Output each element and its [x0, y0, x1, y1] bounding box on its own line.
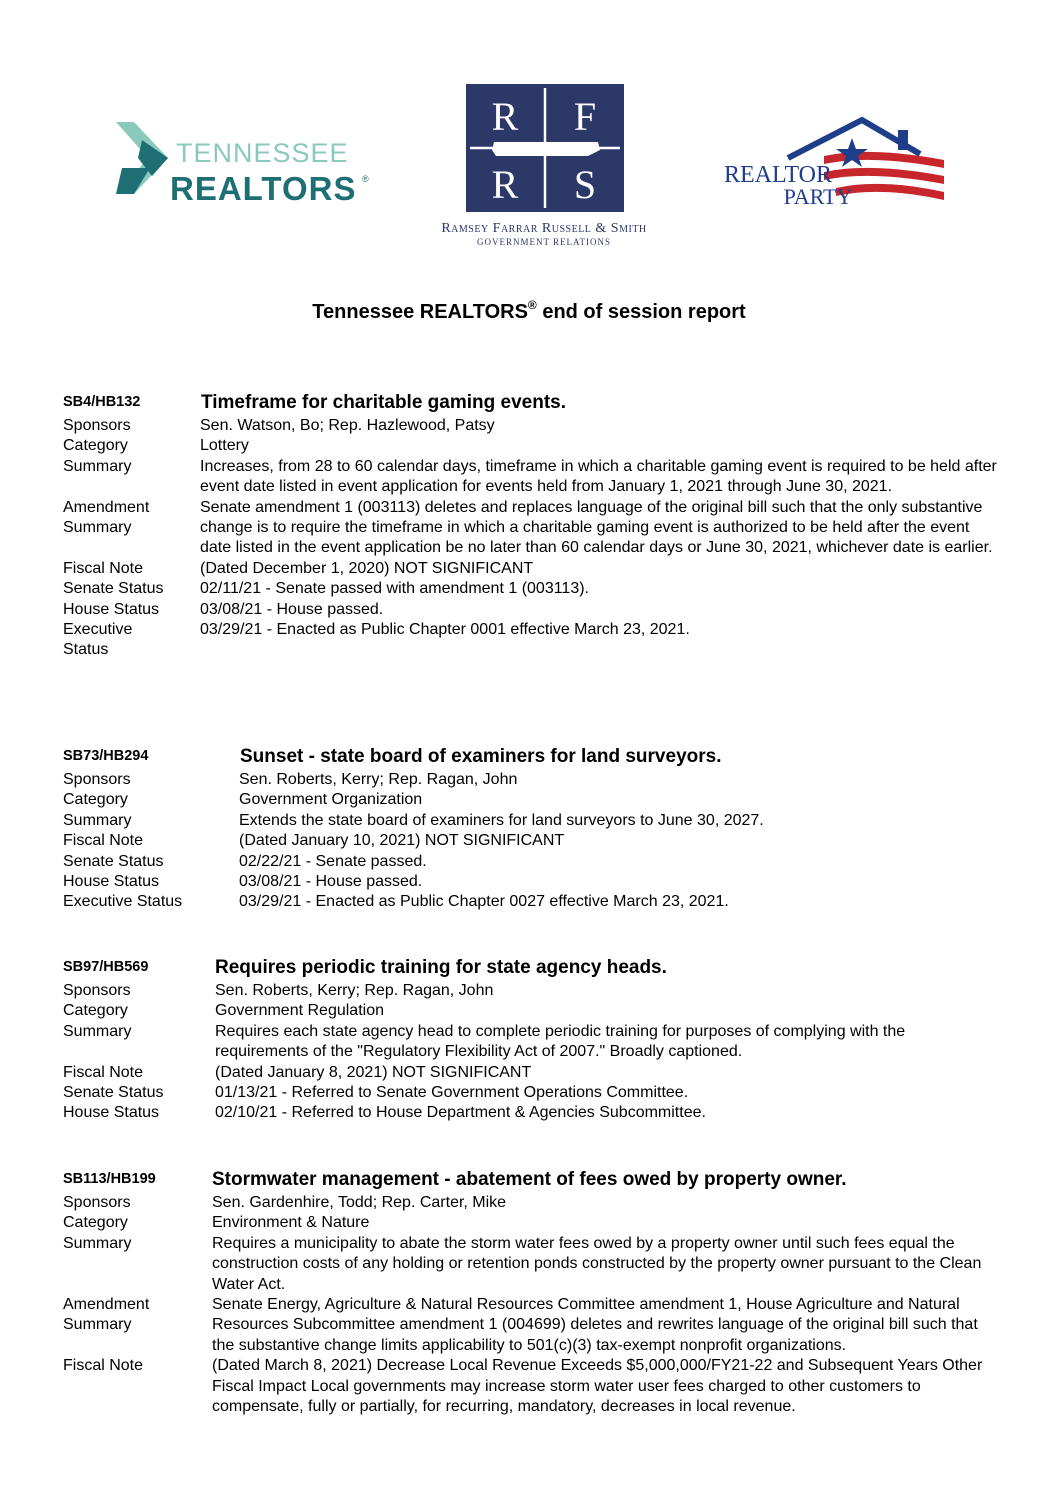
field-label: Sponsors — [63, 1194, 131, 1211]
rfrs-firm-name: Ramsey Farrar Russell & Smith — [441, 221, 647, 236]
bill-id: SB73/HB294 — [63, 748, 149, 764]
field-label: Sponsors — [63, 982, 131, 999]
field-label: Category — [63, 437, 128, 455]
bill-field-row — [63, 1234, 998, 1295]
bill-id: SB113/HB199 — [63, 1171, 156, 1187]
bill-field-row — [63, 579, 998, 599]
bill-title: Timeframe for charitable gaming events. — [201, 392, 566, 413]
field-label: Fiscal Note — [63, 832, 144, 850]
bill-field-row — [63, 1103, 998, 1123]
svg-text:R: R — [491, 94, 519, 139]
field-label: Executive Status — [63, 621, 133, 659]
svg-text:S: S — [573, 162, 597, 207]
bill-field-row — [63, 457, 998, 498]
party-logo-line1: REALTOR — [723, 162, 833, 188]
bill-field-row — [63, 498, 998, 559]
bill-field-row — [63, 831, 998, 851]
field-value: Lottery — [200, 437, 249, 455]
field-value: Requires a municipality to abate the storm water fees owed by a property owner until such fees equal the construction costs of any holding or retention ponds constructed by the property owner pursuant to the Clean Water Act. — [212, 1234, 982, 1293]
bill-field-row — [63, 1295, 998, 1356]
field-label: Senate Status — [63, 1084, 164, 1102]
bill-field-row — [63, 1022, 998, 1063]
party-logo-line2: PARTY — [783, 184, 853, 209]
bill-field-row — [63, 436, 998, 456]
report-title: Tennessee REALTORS® end of session report — [312, 298, 746, 323]
field-label: Sponsors — [63, 771, 131, 788]
field-label: House Status — [63, 873, 160, 891]
bill-field-row — [63, 770, 998, 790]
field-value: Increases, from 28 to 60 calendar days, timeframe in which a charitable gaming event is required to be held after event date listed in event application for events held from January 1, 2021 through June 30, 2021. — [200, 457, 997, 496]
bill-entry — [63, 957, 998, 1124]
field-label: Category — [63, 1002, 128, 1020]
svg-text:R: R — [491, 162, 519, 207]
bill-entry — [63, 392, 998, 661]
field-value: Environment & Nature — [212, 1214, 370, 1232]
bill-id: SB4/HB132 — [63, 394, 141, 410]
tn-logo-line2: REALTORS — [170, 170, 357, 207]
bill-fields — [63, 1193, 998, 1417]
bill-field-row — [63, 790, 998, 810]
field-label: Fiscal Note — [63, 1357, 144, 1375]
field-label: House Status — [63, 1104, 160, 1122]
field-label: Senate Status — [63, 580, 164, 598]
field-value: 03/08/21 - House passed. — [239, 873, 423, 891]
field-label: Amendment Summary — [63, 1296, 150, 1334]
field-value: Government Organization — [239, 791, 423, 809]
bill-id: SB97/HB569 — [63, 959, 149, 975]
field-value: Senate Energy, Agriculture & Natural Resources Committee amendment 1, House Agriculture and Natural Resources Subcommittee amendment 1 (004699) deletes and rewrites language of the original bill such that the substantive change limits applicability to 501(c)(3) tax-exempt nonprofit organizations. — [212, 1296, 978, 1354]
bill-title: Stormwater management - abatement of fees owed by property owner. — [212, 1169, 847, 1190]
field-value: Sen. Watson, Bo; Rep. Hazlewood, Patsy — [200, 417, 495, 434]
bill-field-row — [63, 1063, 998, 1083]
bill-field-row — [63, 600, 998, 620]
tennessee-state-icon — [492, 142, 600, 156]
realtor-party-flag-house-icon — [720, 116, 948, 212]
field-label: Fiscal Note — [63, 1063, 144, 1081]
bill-field-row — [63, 1001, 998, 1021]
field-value: Senate amendment 1 (003113) deletes and replaces language of the original bill such that the only substantive change is to require the timeframe in which a charitable gaming event is authorized to be held after the event date listed in the event application be no later than 60 calendar days or June 30, 2021, whichever date is earlier. — [200, 498, 993, 557]
bill-field-row — [63, 559, 998, 579]
field-value: 02/22/21 - Senate passed. — [239, 852, 427, 870]
tn-realtors-chevron-icon — [112, 118, 374, 210]
tennessee-realtors-logo — [112, 118, 374, 210]
field-value: 02/10/21 - Referred to House Department & Agencies Subcommittee. — [215, 1104, 706, 1122]
field-label: Executive Status — [63, 893, 183, 911]
field-value: 03/29/21 - Enacted as Public Chapter 0027 effective March 23, 2021. — [239, 893, 729, 911]
field-label: Summary — [63, 1022, 132, 1040]
tn-logo-line1: TENNESSEE — [176, 138, 349, 168]
field-value: Sen. Roberts, Kerry; Rep. Ragan, John — [239, 771, 518, 788]
field-label: Summary — [63, 811, 132, 829]
field-value: Government Regulation — [215, 1002, 384, 1020]
field-value: Sen. Roberts, Kerry; Rep. Ragan, John — [215, 982, 494, 999]
field-value: 03/29/21 - Enacted as Public Chapter 0001 effective March 23, 2021. — [200, 621, 690, 639]
bill-field-row — [63, 981, 998, 1001]
bill-fields — [63, 981, 998, 1124]
bill-field-row — [63, 1193, 998, 1213]
field-value: 01/13/21 - Referred to Senate Government Operations Committee. — [215, 1084, 689, 1102]
field-label: Senate Status — [63, 852, 164, 870]
bill-field-row — [63, 872, 998, 892]
field-label: Category — [63, 791, 128, 809]
field-value: (Dated December 1, 2020) NOT SIGNIFICANT — [200, 559, 534, 577]
rfrs-subtitle: GOVERNMENT RELATIONS — [476, 237, 612, 247]
rfrs-monogram — [402, 84, 686, 250]
field-value: Requires each state agency head to complete periodic training for purposes of complying with the requirements of the "Regulatory Flexibility Act of 2007." Broadly captioned. — [215, 1022, 906, 1061]
bill-entry — [63, 1169, 998, 1417]
field-label: Amendment Summary — [63, 498, 150, 537]
bill-field-row — [63, 892, 998, 912]
bill-title: Requires periodic training for state agency heads. — [215, 957, 667, 978]
field-value: (Dated March 8, 2021) Decrease Local Revenue Exceeds $5,000,000/FY21-22 and Subsequent Years Other Fiscal Impact Local governments may increase storm water user fees charged to other customers to compensate, fully or partially, for recurring, mandatory, decreases in local revenue. — [212, 1357, 983, 1416]
field-value: 02/11/21 - Senate passed with amendment 1 (003113). — [200, 580, 589, 598]
field-label: Category — [63, 1214, 128, 1232]
bill-title: Sunset - state board of examiners for land surveyors. — [240, 746, 722, 767]
bill-field-row — [63, 620, 998, 661]
bill-fields — [63, 416, 998, 661]
field-value: Sen. Gardenhire, Todd; Rep. Carter, Mike — [212, 1194, 507, 1211]
field-value: (Dated January 10, 2021) NOT SIGNIFICANT — [239, 832, 565, 850]
bill-fields — [63, 770, 998, 913]
rfrs-logo — [402, 84, 686, 250]
field-label: House Status — [63, 600, 160, 618]
bill-field-row — [63, 852, 998, 872]
bill-field-row — [63, 1213, 998, 1233]
svg-text:F: F — [573, 94, 597, 139]
field-label: Fiscal Note — [63, 559, 144, 577]
bill-field-row — [63, 811, 998, 831]
tn-logo-reg: ® — [362, 174, 369, 184]
bill-entry — [63, 746, 998, 913]
bill-field-row — [63, 1083, 998, 1103]
bill-field-row — [63, 416, 998, 436]
field-label: Sponsors — [63, 417, 131, 434]
field-value: Extends the state board of examiners for land surveyors to June 30, 2027. — [239, 811, 764, 829]
realtor-party-logo — [720, 116, 948, 212]
field-value: (Dated January 8, 2021) NOT SIGNIFICANT — [215, 1063, 532, 1081]
bill-field-row — [63, 1356, 998, 1417]
field-label: Summary — [63, 1234, 132, 1252]
field-label: Summary — [63, 457, 132, 475]
field-value: 03/08/21 - House passed. — [200, 600, 384, 618]
